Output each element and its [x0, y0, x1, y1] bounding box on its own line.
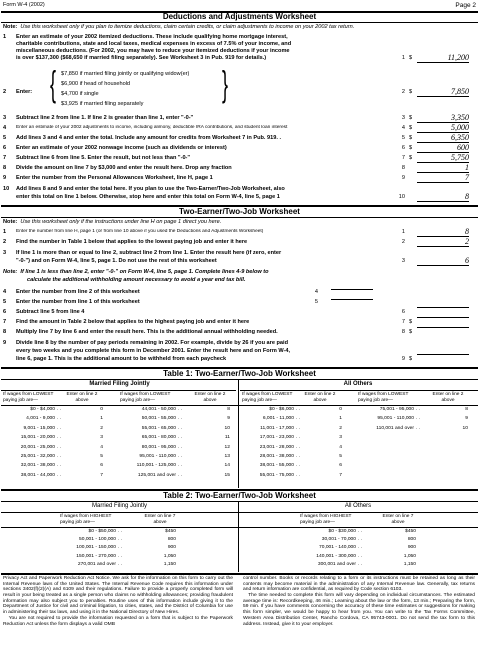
enter-value: 5	[339, 454, 342, 459]
leader-dots: . .	[296, 416, 301, 422]
table2-all-col-enter: Enter on line 7 above	[382, 514, 414, 525]
twoearner-line-5: 5 Enter the number from line 1 of this worksheet 5	[3, 299, 469, 308]
table2-mfj-title: Married Filing Jointly	[91, 503, 148, 509]
enter-value: $450	[405, 529, 416, 534]
table-row	[242, 473, 352, 482]
table-row	[3, 407, 113, 416]
enter-value: 12	[224, 444, 230, 450]
table-row	[3, 463, 113, 472]
table2-mfj-col-wages: If wages from HIGHEST paying job are—	[60, 514, 112, 525]
table-row	[358, 407, 470, 416]
table-row	[120, 435, 232, 444]
table-row	[3, 454, 113, 463]
wage-range: $0 - $50,000	[88, 529, 116, 534]
enter-value: 9	[227, 416, 230, 422]
enter-value: 3	[100, 435, 103, 441]
table-row	[3, 473, 113, 482]
enter-value: 13	[224, 454, 230, 459]
wage-range: 50,001 - 100,000	[79, 537, 116, 543]
leader-dots: . .	[416, 416, 421, 422]
leader-dots: . .	[296, 463, 301, 469]
leader-dots: . .	[178, 416, 183, 422]
wage-range: 44,001 - 50,000	[141, 407, 176, 412]
table-row	[242, 445, 352, 454]
deductions-line-1: 1 Enter an estimate of your 2002 itemized deductions. These include qualifying home mortgage interest,	[3, 34, 288, 40]
deductions-line-6: 6 Enter an estimate of your 2002 nonwage income (such as dividends or interest) 6 $ 600	[3, 143, 469, 152]
wage-range: 110,001 and over	[376, 425, 414, 431]
enter-value: 1,050	[403, 553, 416, 559]
enter-value: 8	[465, 407, 468, 412]
leader-dots: . .	[178, 435, 183, 441]
table-row	[120, 454, 232, 463]
enter-value: 6	[339, 463, 342, 469]
enter-value: 1,150	[163, 561, 176, 567]
table2-all-col-wages: If wages from HIGHEST paying job are—	[300, 514, 352, 525]
leader-dots: . .	[57, 416, 62, 422]
wage-range: 80,001 - 95,000	[141, 444, 176, 450]
wage-range: 150,001 - 270,000	[76, 553, 116, 559]
leader-dots: . .	[118, 545, 123, 551]
enter-value: 800	[407, 537, 416, 543]
leader-dots: . .	[296, 444, 301, 450]
table-row	[300, 554, 430, 562]
table1-mfj-title: Married Filing Jointly	[89, 381, 150, 387]
twoearner-line-4-value[interactable]	[331, 289, 373, 290]
wage-range: 55,001 - 65,000	[141, 425, 176, 431]
enter-value: 4	[339, 444, 342, 450]
twoearner-line-7: 7 Find the amount in Table 2 below that applies to the highest paying job and enter it here 7 $	[3, 319, 469, 328]
enter-value: 15	[224, 472, 230, 478]
deductions-line-3-value[interactable]: 3,350	[417, 113, 469, 123]
table-row	[60, 562, 190, 570]
enter-value: 1,150	[403, 561, 416, 567]
twoearner-line-6: 6 Subtract line 5 from line 4 6	[3, 309, 469, 318]
enter-value: 8	[227, 407, 230, 412]
leader-dots: . .	[296, 454, 301, 459]
leader-dots: . .	[57, 472, 62, 478]
privacy-notice-left: Privacy Act and Paperwork Reduction Act Notice. We ask for the information on this form to carry out the Internal Revenue laws of the United States. The Internal Revenue Code requires this information under sections 3402(f)(2)(A) and 6109 and their regulations. Failure to provide a properly completed form will result in your being treated as a single person who claims no withholding allowances; providing fraudulent information may also subject you to penalties. Routine uses of this information include giving it to the Department of Justice for civil and criminal litigation, to cities, states, and the District of Columbia for use in administering their tax laws, and using it in the National Directory of New Hires. You are not required to provide the information requested on a form that is subject to the Paperwork Reduction Act unless the form displays a valid OMB	[3, 576, 233, 627]
leader-dots: . .	[118, 561, 123, 567]
wage-range: 38,001 - 44,000	[20, 472, 55, 478]
table2-all-title: All Others	[344, 503, 372, 509]
enter-value: 14	[224, 463, 230, 469]
table-row	[300, 529, 430, 537]
wage-range: 55,001 - 75,000	[259, 472, 294, 478]
twoearner-note: Note: Use this worksheet only if the instructions under line H on page 1 direct you here.	[3, 219, 222, 225]
leader-dots: . .	[57, 425, 62, 431]
leader-dots: . .	[118, 553, 123, 559]
enter-value: 2	[100, 425, 103, 431]
form-id: Form W-4 (2002)	[3, 2, 45, 8]
wage-range: 17,001 - 23,000	[259, 435, 294, 441]
table-row	[60, 545, 190, 553]
deductions-line-2-value[interactable]: 7,850	[417, 87, 469, 97]
enter-value: $450	[165, 529, 176, 534]
twoearner-line-8: 8 Multiply line 7 by line 6 and enter the result here. This is the additional annual withholding needed. 8 $	[3, 329, 469, 338]
table-row	[3, 416, 113, 425]
wage-range: 95,001 - 110,000	[139, 454, 176, 459]
enter-value: 2	[339, 425, 342, 431]
deductions-line-9: 9 Enter the number from the Personal Allowances Worksheet, line H, page 1 9 7	[3, 173, 469, 182]
leader-dots: . .	[118, 537, 123, 543]
enter-value: 10	[224, 425, 230, 431]
enter-value: 10	[462, 425, 468, 431]
page-number: Page 2	[455, 2, 476, 9]
wage-range: $0 - $4,000	[30, 407, 55, 412]
leader-dots: . .	[296, 435, 301, 441]
deductions-line-8-value[interactable]: 1	[417, 163, 469, 173]
table-row	[120, 473, 232, 482]
leader-dots: . .	[358, 553, 363, 559]
leader-dots: . .	[358, 529, 363, 534]
leader-dots: . .	[178, 407, 183, 412]
leader-dots: . .	[178, 444, 183, 450]
twoearner-line-4: 4 Enter the number from line 2 of this worksheet 4	[3, 289, 469, 298]
wage-range: $0 - $6,000	[269, 407, 294, 412]
twoearner-line-3-value[interactable]: 6	[417, 256, 469, 266]
deductions-title: Deductions and Adjustments Worksheet	[162, 12, 317, 21]
table-row	[358, 426, 470, 435]
wage-range: 270,001 and over	[77, 561, 116, 567]
leader-dots: . .	[358, 545, 363, 551]
table1-all-col-wages-2: If wages from LOWEST paying job are—	[358, 392, 409, 403]
wage-range: 75,001 - 95,000	[379, 407, 414, 412]
enter-value: 0	[100, 407, 103, 412]
deductions-line-6-value[interactable]: 600	[417, 143, 469, 153]
privacy-notice-right: control number. Books or records relating to a form or its instructions must be retained as long as their contents may become material in the administration of any Internal Revenue law. Generally, tax returns and return information are confidential, as required by Code section 6103. The time needed to complete this form will vary depending on individual circumstances. The estimated average time is: Recordkeeping, 46 min.; Learning about the law or the form, 13 min.; Preparing the form, 59 min. If you have comments concerning the accuracy of these time estimates or suggestions for making this form simpler, we would be happy to hear from you. You can write to the Tax Forms Committee, Western Area Distribution Center, Rancho Cordova, CA 95743-0001. Do not send the tax form to this address. Instead, give it to your employer.	[243, 576, 475, 627]
wage-range: 140,001 - 300,000	[316, 553, 356, 559]
wage-range: 32,001 - 38,000	[20, 463, 55, 469]
wage-range: 15,001 - 20,000	[20, 435, 55, 441]
deductions-line-1-value[interactable]: 11,200	[417, 53, 469, 63]
deductions-line-2: 2 Enter: { $7,850 if married filing jointly or qualifying widow(er) $6,900 if head of household $4,700 if single $3,925 if married filing separately } 2 $ 7,850	[3, 63, 469, 107]
leader-dots: . .	[57, 463, 62, 469]
deductions-line-4: 4 Enter an estimate of your 2002 adjustments to income, including alimony, deductible IRA contributions, and student loan interest 4 $ 5,000	[3, 123, 469, 132]
table-row	[60, 554, 190, 562]
twoearner-line-2-value[interactable]: 2	[417, 237, 469, 247]
wage-range: 65,001 - 80,000	[141, 435, 176, 441]
table1-title: Table 1: Two-Earner/Two-Job Worksheet	[163, 369, 316, 378]
enter-value: 0	[339, 407, 342, 412]
table2-mfj-col-enter: Enter on line 7 above	[144, 514, 176, 525]
enter-value: 6	[100, 463, 103, 469]
leader-dots: . .	[178, 472, 183, 478]
table1-mfj-col-wages-1: If wages from LOWEST paying job are—	[3, 392, 54, 403]
wage-range: $0 - $30,000	[328, 529, 356, 534]
table1-all-title: All Others	[343, 381, 373, 387]
enter-value: 900	[407, 545, 416, 551]
leader-dots: . .	[57, 407, 62, 412]
deductions-line-3: 3 Subtract line 2 from line 1. If line 2 is greater than line 1, enter "-0-" 3 $ 3,350	[3, 113, 469, 122]
table-row	[120, 463, 232, 472]
leader-dots: . .	[296, 472, 301, 478]
table1-all-col-enter-1: Enter on line 2 above	[304, 392, 336, 403]
table-row	[300, 562, 430, 570]
table1-all-col-wages-1: If wages from LOWEST paying job are—	[242, 392, 293, 403]
twoearner-line-8-value[interactable]	[417, 327, 469, 328]
table-row	[242, 463, 352, 472]
enter-value: 7	[100, 472, 103, 478]
twoearner-line-1-value[interactable]: 8	[417, 227, 469, 237]
wage-range: 38,001 - 55,000	[259, 463, 294, 469]
wage-range: 23,001 - 28,000	[259, 444, 294, 450]
wage-range: 25,001 - 32,000	[20, 454, 55, 459]
table-row	[120, 407, 232, 416]
deductions-line-7: 7 Subtract line 6 from line 5. Enter the result, but not less than "-0-" 7 $ 5,750	[3, 153, 469, 162]
wage-range: 11,001 - 17,000	[260, 425, 294, 431]
twoearner-line-5-value[interactable]	[331, 299, 373, 300]
table1-mfj-col-enter-1: Enter on line 2 above	[66, 392, 98, 403]
table-row	[242, 426, 352, 435]
twoearner-line-3: 3 If line 1 is more than or equal to line 2, subtract line 2 from line 1. Enter the result here (if zero, enter	[3, 250, 282, 256]
table-row	[300, 545, 430, 553]
wage-range: 30,001 - 70,000	[321, 537, 356, 543]
table-row	[60, 529, 190, 537]
leader-dots: . .	[358, 561, 363, 567]
enter-value: 7	[339, 472, 342, 478]
table-row	[358, 416, 470, 425]
table-row	[120, 416, 232, 425]
deductions-line-8: 8 Divide the amount on line 7 by $3,000 and enter the result here. Drop any fraction 8 1	[3, 163, 469, 172]
twoearner-line-9: 9 Divide line 8 by the number of pay periods remaining in 2002. For example, divide by 26 if you are paid	[3, 340, 288, 346]
table2-title: Table 2: Two-Earner/Two-Job Worksheet	[163, 491, 316, 500]
leader-dots: . .	[296, 425, 301, 431]
wage-range: 28,001 - 38,000	[259, 454, 294, 459]
leader-dots: . .	[358, 537, 363, 543]
wage-range: 20,001 - 25,000	[20, 444, 55, 450]
wage-range: 50,001 - 55,000	[141, 416, 176, 422]
leader-dots: . .	[178, 463, 183, 469]
wage-range: 100,001 - 150,000	[76, 545, 116, 551]
table1-mfj-col-wages-2: If wages from LOWEST paying job are—	[120, 392, 171, 403]
leader-dots: . .	[57, 435, 62, 441]
form-header	[3, 2, 476, 11]
deductions-line-7-value[interactable]: 5,750	[417, 153, 469, 163]
divider	[1, 573, 478, 575]
twoearner-line-2: 2 Find the number in Table 1 below that applies to the lowest paying job and enter it here 2 2	[3, 237, 469, 246]
table-row	[242, 416, 352, 425]
leader-dots: . .	[416, 407, 421, 412]
wage-range: 300,001 and over	[317, 561, 356, 567]
leader-dots: . .	[57, 454, 62, 459]
enter-value: 4	[100, 444, 103, 450]
wage-range: 125,001 and over	[137, 472, 176, 478]
enter-value: 900	[167, 545, 176, 551]
enter-value: 3	[339, 435, 342, 441]
deductions-line-4-value[interactable]: 5,000	[417, 123, 469, 133]
leader-dots: . .	[57, 444, 62, 450]
table1-mfj-col-enter-2: Enter on line 2 above	[194, 392, 226, 403]
twoearner-line-1: 1 Enter the number from line H, page 1 (or from line 10 above if you used the Deductions and Adjustments Worksheet) 1 8	[3, 227, 469, 236]
table-row	[242, 407, 352, 416]
divider	[1, 22, 478, 23]
wage-range: 9,001 - 15,000	[23, 425, 55, 431]
table-row	[3, 426, 113, 435]
wage-range: 95,001 - 110,000	[377, 416, 414, 422]
deductions-line-5-value[interactable]: 6,350	[417, 133, 469, 143]
divider	[1, 217, 478, 218]
table-row	[120, 445, 232, 454]
enter-value: 1	[100, 416, 103, 422]
deductions-note: Note: Use this worksheet only if you plan to itemize deductions, claim certain credits, or claim adjustments to income on your 2002 tax return.	[3, 24, 355, 30]
wage-range: 6,001 - 11,000	[262, 416, 294, 422]
divider	[1, 501, 478, 502]
twoearner-line-6-value[interactable]	[417, 307, 469, 308]
enter-value: 11	[224, 435, 230, 441]
table-row	[120, 426, 232, 435]
enter-value: 1	[339, 416, 342, 422]
twoearner-line-9-value[interactable]	[417, 354, 469, 355]
twoearner-title: Two-Earner/Two-Job Worksheet	[179, 207, 300, 216]
divider	[1, 379, 478, 380]
deductions-line-1-end: is over $137,300 ($68,650 if married filing separately). See Worksheet 3 in Pub. 919 for details.) 1 $ 11,200	[16, 53, 469, 62]
leader-dots: . .	[296, 407, 301, 412]
leader-dots: . .	[178, 454, 183, 459]
leader-dots: . .	[118, 529, 123, 534]
twoearner-line-7-value[interactable]	[417, 317, 469, 318]
wage-range: 110,001 - 125,000	[136, 463, 176, 469]
deductions-line-5: 5 Add lines 3 and 4 and enter the total. Include any amount for credits from Worksheet 7 in Pub. 919. . 5 $ 6,350	[3, 133, 469, 142]
enter-value: 1,050	[163, 553, 176, 559]
wage-range: 4,001 - 9,000	[26, 416, 55, 422]
enter-value: 5	[100, 454, 103, 459]
table-row	[3, 445, 113, 454]
wage-range: 70,001 - 140,000	[319, 545, 356, 551]
table-row	[242, 435, 352, 444]
deductions-line-10-value[interactable]: 8	[417, 192, 469, 202]
twoearner-note-2: Note: If line 1 is less than line 2, enter "-0-" on Form W-4, line 5, page 1. Complete lines 4-9 below to	[3, 269, 269, 275]
table-row	[3, 435, 113, 444]
deductions-line-9-value[interactable]: 7	[417, 173, 469, 183]
table-row	[242, 454, 352, 463]
enter-value: 800	[167, 537, 176, 543]
leader-dots: . .	[416, 425, 421, 431]
leader-dots: . .	[178, 425, 183, 431]
table1-all-col-enter-2: Enter on line 2 above	[432, 392, 464, 403]
deductions-line-10: 10 Add lines 8 and 9 and enter the total here. If you plan to use the Two-Earner/Two-Job Worksheet, also	[3, 186, 285, 192]
divider	[238, 380, 239, 488]
enter-value: 9	[465, 416, 468, 422]
